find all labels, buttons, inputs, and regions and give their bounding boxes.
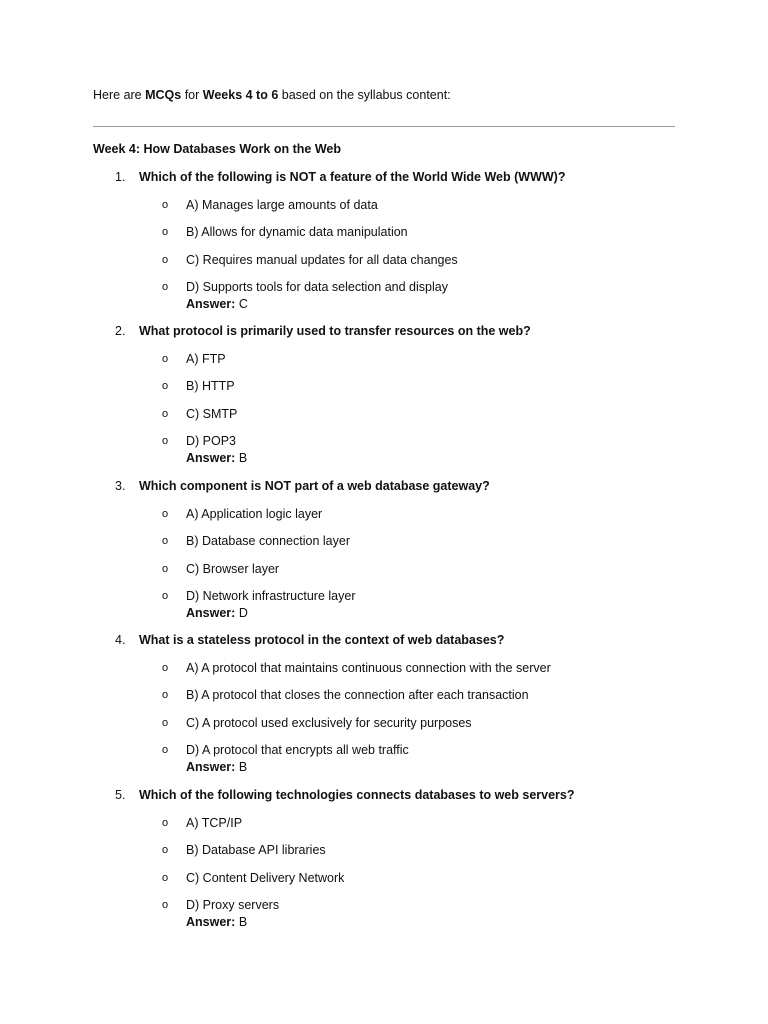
bullet-icon: o <box>162 435 169 448</box>
question-text: Which of the following technologies connects databases to web servers? <box>139 788 575 802</box>
answer-option: B) Database API libraries <box>186 843 326 858</box>
bullet-icon: o <box>162 590 169 603</box>
answer-option: A) A protocol that maintains continuous connection with the server <box>186 661 551 675</box>
bullet-icon: o <box>162 817 169 829</box>
question-text: What protocol is primarily used to transfer resources on the web? <box>139 324 531 338</box>
answer-value: B <box>238 760 248 775</box>
question-number: 1. <box>115 170 126 184</box>
answer-line <box>186 451 247 465</box>
answer-option: C) Browser layer <box>186 561 280 576</box>
answer-option: D) A protocol that encrypts all web traffic <box>186 743 409 758</box>
answer-option: A) TCP/IP <box>186 816 243 830</box>
bullet-icon: o <box>162 716 169 729</box>
bullet-icon: o <box>162 508 169 520</box>
answer-option: D) POP3 <box>186 434 237 449</box>
question-number: 3. <box>115 479 126 493</box>
intro-middle: for <box>181 88 203 102</box>
bullet-icon: o <box>162 253 169 266</box>
answer-option: B) Database connection layer <box>186 534 350 549</box>
bullet-icon: o <box>162 744 169 757</box>
answer-option: D) Supports tools for data selection and display <box>186 280 448 295</box>
answer-option: B) Allows for dynamic data manipulation <box>186 225 408 240</box>
bullet-icon: o <box>162 844 169 857</box>
question-number: 4. <box>115 633 126 647</box>
intro-bold-weeks: Weeks 4 to 6 <box>202 88 279 102</box>
answer-label: Answer: <box>186 915 236 930</box>
bullet-icon: o <box>162 871 169 884</box>
horizontal-rule <box>93 126 675 127</box>
section-heading: Week 4: How Databases Work on the Web <box>93 142 341 156</box>
intro-bold-mcqs: MCQs <box>145 88 182 102</box>
answer-value: D <box>238 606 248 621</box>
answer-value: B <box>238 915 248 930</box>
answer-label: Answer: <box>186 760 236 775</box>
answer-option: C) Content Delivery Network <box>186 870 345 885</box>
question-number: 5. <box>115 788 126 802</box>
answer-option: A) Application logic layer <box>186 507 323 521</box>
answer-option: A) Manages large amounts of data <box>186 198 378 212</box>
bullet-icon: o <box>162 662 169 674</box>
bullet-icon: o <box>162 562 169 575</box>
answer-value: C <box>238 297 248 312</box>
answer-label: Answer: <box>186 606 236 621</box>
bullet-icon: o <box>162 689 169 702</box>
bullet-icon: o <box>162 199 169 211</box>
intro-prefix: Here are <box>93 88 146 102</box>
answer-line <box>186 760 247 774</box>
question-text: What is a stateless protocol in the context of web databases? <box>139 633 505 647</box>
bullet-icon: o <box>162 226 169 239</box>
bullet-icon: o <box>162 899 169 912</box>
bullet-icon: o <box>162 380 169 393</box>
answer-option: B) HTTP <box>186 379 235 394</box>
answer-line <box>186 915 247 929</box>
answer-line <box>186 606 248 620</box>
bullet-icon: o <box>162 407 169 420</box>
answer-option: A) FTP <box>186 352 226 366</box>
answer-value: B <box>238 451 248 466</box>
answer-option: D) Proxy servers <box>186 898 280 913</box>
bullet-icon: o <box>162 281 169 294</box>
question-text: Which of the following is NOT a feature of the World Wide Web (WWW)? <box>139 170 566 184</box>
question-number: 2. <box>115 324 126 338</box>
answer-option: D) Network infrastructure layer <box>186 589 356 604</box>
intro-suffix: based on the syllabus content: <box>278 88 451 102</box>
answer-option: B) A protocol that closes the connection after each transaction <box>186 688 529 703</box>
question-text: Which component is NOT part of a web database gateway? <box>139 479 490 493</box>
answer-label: Answer: <box>186 451 236 466</box>
answer-line <box>186 297 248 311</box>
answer-option: C) SMTP <box>186 406 238 421</box>
answer-option: C) Requires manual updates for all data changes <box>186 252 458 267</box>
bullet-icon: o <box>162 535 169 548</box>
intro-paragraph <box>93 88 451 102</box>
answer-option: C) A protocol used exclusively for security purposes <box>186 715 472 730</box>
bullet-icon: o <box>162 353 169 365</box>
answer-label: Answer: <box>186 297 236 312</box>
